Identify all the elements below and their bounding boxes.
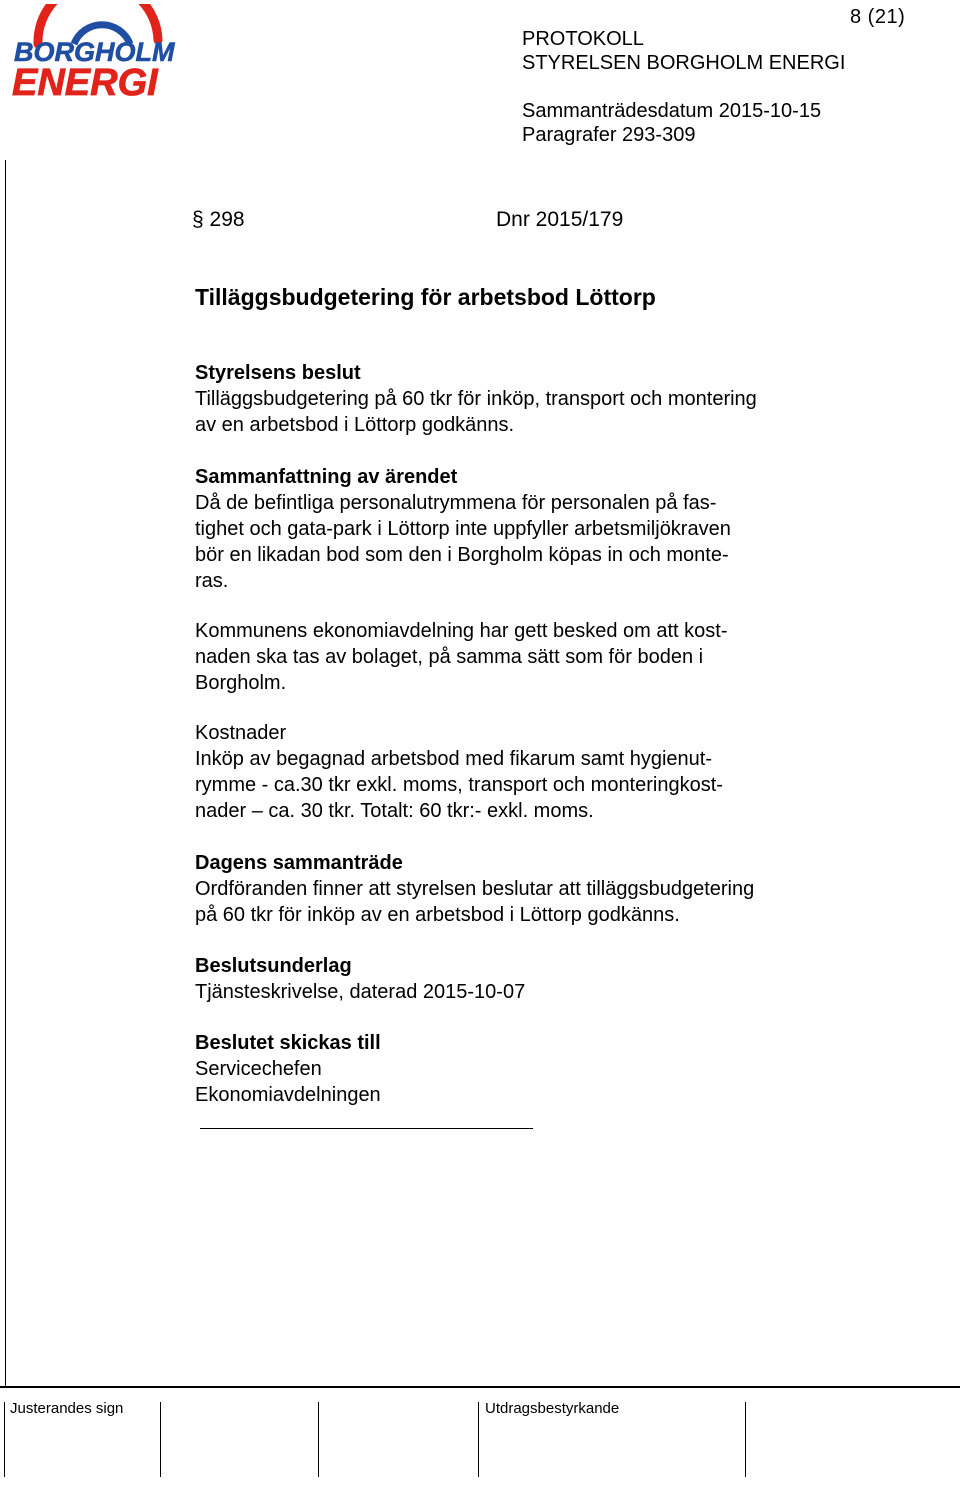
text-line: nader – ca. 30 tkr. Totalt: 60 tkr:- exkl. moms. xyxy=(195,800,594,822)
text-line: Inköp av begagnad arbetsbod med fikarum samt hygienut- xyxy=(195,748,712,770)
section-row xyxy=(192,208,624,232)
logo-graphic xyxy=(8,4,176,102)
heading-kostnader: Kostnader xyxy=(195,722,287,744)
footer-divider xyxy=(745,1402,746,1477)
document-title: Tilläggsbudgetering för arbetsbod Löttorp xyxy=(195,284,656,310)
heading-beslut: Styrelsens beslut xyxy=(195,362,361,384)
block-beslut xyxy=(195,360,835,438)
logo-text-borgholm: BORGHOLM xyxy=(14,37,175,67)
heading-dagens: Dagens sammanträde xyxy=(195,852,403,874)
text-line: Ordföranden finner att styrelsen beslutar att tilläggsbudgetering xyxy=(195,878,755,900)
text-line: Kommunens ekonomiavdelning har gett besked om att kost- xyxy=(195,620,728,642)
block-dagens xyxy=(195,850,835,928)
borgholm-energi-logo xyxy=(8,4,176,102)
text-line: tighet och gata-park i Löttorp inte uppfyller arbetsmiljökraven xyxy=(195,518,731,540)
footer-divider xyxy=(478,1402,479,1477)
heading-underlag: Beslutsunderlag xyxy=(195,955,352,977)
text-line: naden ska tas av bolaget, på samma sätt som för boden i xyxy=(195,646,704,668)
footer-utdragsbestyrkande: Utdragsbestyrkande xyxy=(485,1400,620,1417)
footer-divider xyxy=(318,1402,319,1477)
heading-sammanfattning: Sammanfattning av ärendet xyxy=(195,466,458,488)
heading-skickas: Beslutet skickas till xyxy=(195,1032,381,1054)
text-line: rymme - ca.30 tkr exkl. moms, transport och monteringkost- xyxy=(195,774,723,796)
block-kommunens xyxy=(195,618,835,696)
block-sammanfattning xyxy=(195,464,835,594)
header-protokoll: PROTOKOLL xyxy=(522,28,644,50)
header-paragraphs: Paragrafer 293-309 xyxy=(522,124,696,146)
block-underlag xyxy=(195,953,835,1005)
signature-line xyxy=(200,1128,533,1129)
text-line: av en arbetsbod i Löttorp godkänns. xyxy=(195,414,515,436)
dnr-number: Dnr 2015/179 xyxy=(496,208,624,231)
recipient: Servicechefen xyxy=(195,1058,322,1080)
text-line: på 60 tkr för inköp av en arbetsbod i Löttorp godkänns. xyxy=(195,904,680,926)
text-line: Tjänsteskrivelse, daterad 2015-10-07 xyxy=(195,981,526,1003)
margin-line xyxy=(5,160,6,1386)
block-skickas xyxy=(195,1030,835,1108)
page-number: 8 (21) xyxy=(850,6,906,28)
footer-justerandes-sign: Justerandes sign xyxy=(10,1400,124,1417)
logo-text-energi: ENERGI xyxy=(12,62,158,102)
footer xyxy=(0,1386,960,1489)
header-date: Sammanträdesdatum 2015-10-15 xyxy=(522,100,822,122)
text-line: Borgholm. xyxy=(195,672,287,694)
header-styrelsen: STYRELSEN BORGHOLM ENERGI xyxy=(522,52,846,74)
text-line: bör en likadan bod som den i Borgholm köpas in och monte- xyxy=(195,544,729,566)
recipient: Ekonomiavdelningen xyxy=(195,1084,381,1106)
text-line: Tilläggsbudgetering på 60 tkr för inköp, transport och montering xyxy=(195,388,757,410)
footer-divider xyxy=(4,1402,5,1477)
text-line: ras. xyxy=(195,570,229,592)
footer-divider xyxy=(160,1402,161,1477)
paragraph-number: § 298 xyxy=(192,208,245,231)
block-kostnader xyxy=(195,720,835,824)
text-line: Då de befintliga personalutrymmena för personalen på fas- xyxy=(195,492,717,514)
